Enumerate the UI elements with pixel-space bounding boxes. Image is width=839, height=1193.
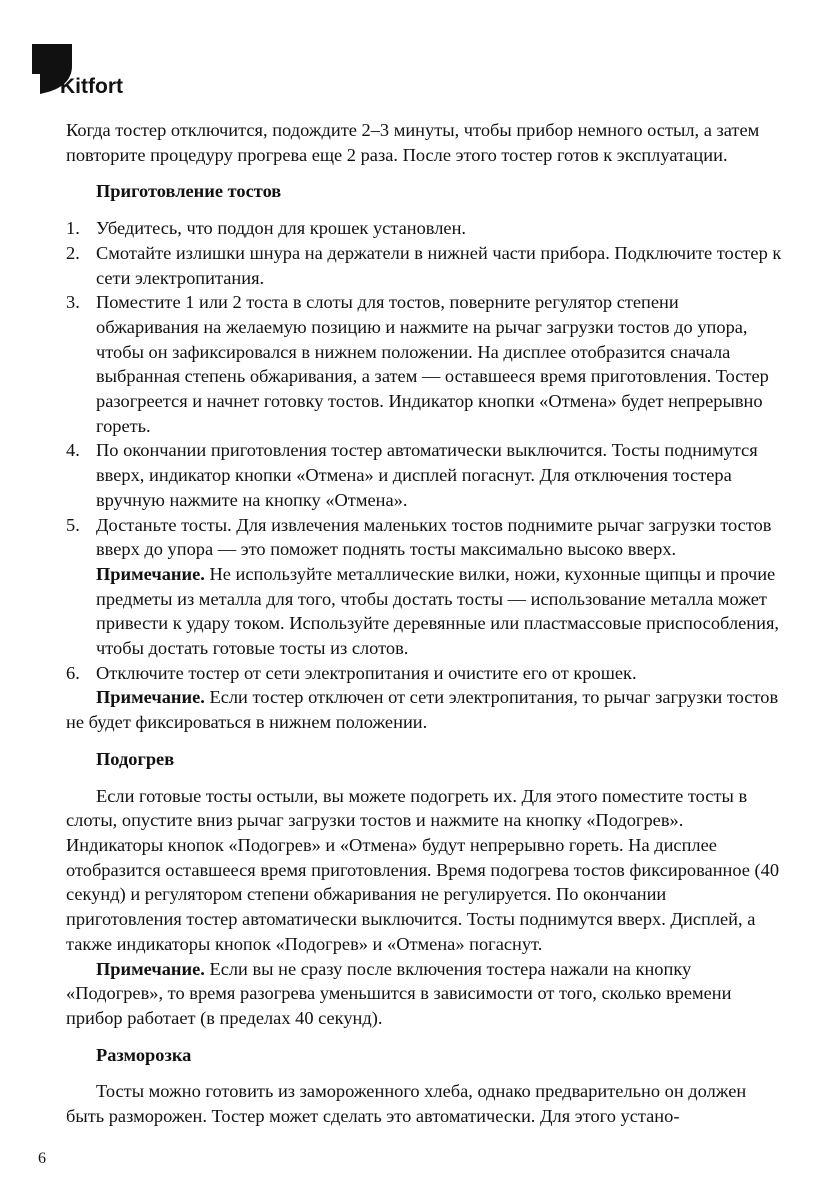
list-item <box>66 513 784 661</box>
section-title-reheat: Подогрев <box>96 748 175 769</box>
list-text: Поместите 1 или 2 тоста в слоты для тостов, поверните регулятор степени обжаривания на желаемую позицию и нажмите на рычаг загрузки тостов до упора, чтобы он зафиксировался в нижнем положении. На дисплее отобразится сначала выбранная степень обжаривания, а затем — оставшееся время приготовления. Тостер разогреется и начнет готовку тостов. Индикатор кнопки «Отмена» будет непрерывно гореть. <box>96 292 769 436</box>
toast-steps-list <box>66 216 784 685</box>
list-text: Достаньте тосты. Для извлечения маленьких тостов поднимите рычаг загрузки тостов вверх до упора — это поможет поднять тосты максимально высоко вверх. <box>96 514 772 560</box>
page-content <box>66 118 784 1129</box>
reheat-paragraph: Если готовые тосты остыли, вы можете подогреть их. Для этого поместите тосты в слоты, опустите вниз рычаг загрузки тостов и нажмите на кнопку «Подогрев». Индикаторы кнопок «Подогрев» и «Отмена» будут непрерывно гореть. На дисплее отобразится оставшееся время приготовления. Время подогрева тостов фиксированное (40 секунд) и регулятором степени обжаривания не регулируется. По окончании приготовления тостер автоматически выключится. Тосты поднимутся вверх. Дисплей, а также индикаторы кнопок «Подогрев» и «Отмена» погаснут. <box>66 785 780 954</box>
toast-note-paragraph <box>66 685 784 734</box>
list-number: 2. <box>66 242 80 263</box>
note-text: Если тостер отключен от сети электропитания, то рычаг загрузки тостов не будет фиксироваться в нижнем положении. <box>66 687 779 733</box>
list-text: По окончании приготовления тостер автоматически выключится. Тосты поднимутся вверх, индикатор кнопки «Отмена» и дисплей погаснут. Для отключения тостера вручную нажмите на кнопку «Отмена». <box>96 440 758 510</box>
note-label: Примечание. <box>96 958 205 979</box>
note-label: Примечание. <box>96 687 205 708</box>
list-number: 6. <box>66 662 80 683</box>
section-title-defrost: Разморозка <box>96 1044 192 1065</box>
list-item <box>66 241 784 290</box>
list-item <box>66 661 784 686</box>
list-number: 3. <box>66 292 80 313</box>
list-item <box>66 438 784 512</box>
list-item <box>66 290 784 438</box>
page-number: 6 <box>38 1150 46 1167</box>
kitfort-logo-icon <box>32 44 142 96</box>
list-text: Смотайте излишки шнура на держатели в нижней части прибора. Подключите тостер к сети электропитания. <box>96 242 782 288</box>
list-text: Убедитесь, что поддон для крошек установлен. <box>96 218 467 239</box>
list-number: 1. <box>66 218 80 239</box>
reheat-note-paragraph <box>66 957 784 1031</box>
note-label: Примечание. <box>96 563 205 584</box>
list-text: Отключите тостер от сети электропитания и очистите его от крошек. <box>96 662 637 683</box>
list-number: 5. <box>66 514 80 535</box>
note-text: Если вы не сразу после включения тостера нажали на кнопку «Подогрев», то время разогрева уменьшится в зависимости от того, сколько времени прибор работает (в пределах 40 секунд). <box>66 958 732 1028</box>
brand-logo <box>32 44 142 96</box>
section-title-toast: Приготовление тостов <box>96 181 282 202</box>
note-text: Не используйте металлические вилки, ножи, кухонные щипцы и прочие предметы из металла для того, чтобы достать тосты — использование металла может привести к удару током. Используйте деревянные или пластмассовые приспособления, чтобы достать готовые тосты из слотов. <box>96 563 780 659</box>
list-item <box>66 216 784 241</box>
brand-name: Kitfort <box>60 75 123 96</box>
defrost-paragraph: Тосты можно готовить из замороженного хлеба, однако предварительно он должен быть разморожен. Тостер может сделать это автоматически. Для этого устано- <box>66 1081 747 1127</box>
intro-paragraph: Когда тостер отключится, подождите 2–3 минуты, чтобы прибор немного остыл, а затем повторите процедуру прогрева еще 2 раза. После этого тостер готов к эксплуатации. <box>66 120 760 165</box>
list-number: 4. <box>66 440 80 461</box>
